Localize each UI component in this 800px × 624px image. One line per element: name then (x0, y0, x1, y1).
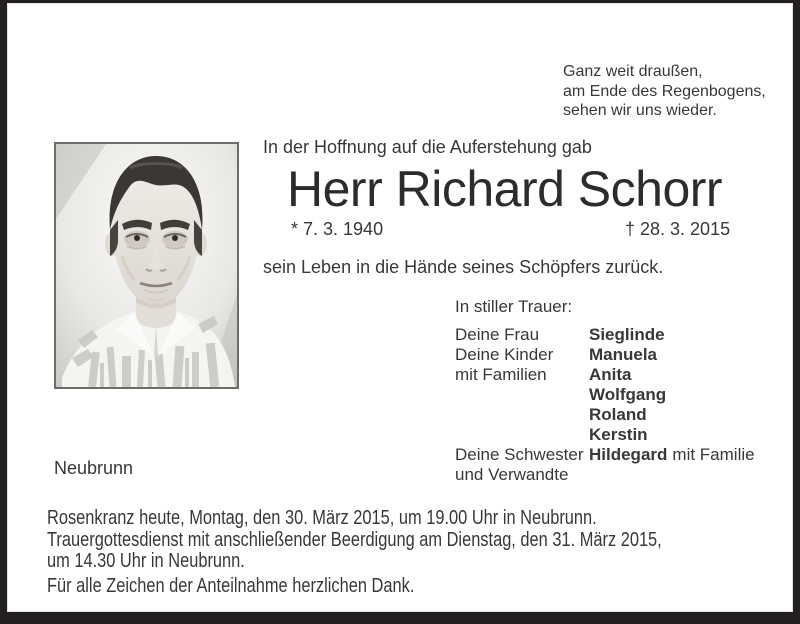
relatives-line: und Verwandte (455, 465, 569, 484)
mourner-label (455, 385, 589, 405)
mourner-row (455, 365, 755, 385)
sister-line (455, 445, 755, 465)
birth-date: * 7. 3. 1940 (291, 219, 384, 239)
obituary-page (7, 3, 793, 612)
thanks-line: Für alle Zeichen der Anteilnahme herzlichen Dank. (47, 574, 415, 597)
portrait-photo (54, 142, 239, 389)
mourner-name: Kerstin (589, 425, 648, 444)
sister-name: Hildegard (589, 445, 668, 464)
mourner-name: Sieglinde (589, 325, 665, 344)
portrait-photo-graphic (56, 144, 237, 387)
mourner-row (455, 425, 755, 445)
quote-line: am Ende des Regenbogens, (563, 82, 766, 100)
place-name: Neubrunn (54, 458, 134, 478)
mourner-label: Deine Frau (455, 325, 540, 344)
mourner-row (455, 405, 755, 425)
mourning-heading: In stiller Trauer: (455, 297, 573, 316)
sister-suffix: mit Familie (672, 445, 755, 464)
service-info-line: Rosenkranz heute, Montag, den 30. März 2015, um 19.00 Uhr in Neubrunn. (47, 507, 597, 529)
sister-label: Deine Schwester (455, 445, 584, 464)
quote-line: Ganz weit draußen, (563, 63, 703, 80)
mourner-name: Roland (589, 405, 647, 424)
mourner-row (455, 385, 755, 405)
mourner-row (455, 325, 755, 345)
mourner-name: Wolfgang (589, 385, 667, 404)
intro-line: In der Hoffnung auf die Auferstehung gab (263, 137, 592, 157)
mourner-name: Anita (589, 365, 632, 384)
closing-line: sein Leben in die Hände seines Schöpfers zurück. (263, 257, 664, 277)
quote-line: sehen wir uns wieder. (563, 102, 717, 119)
mourning-block (455, 297, 755, 485)
mourner-label: Deine Kinder (455, 345, 554, 364)
death-date: † 28. 3. 2015 (625, 219, 731, 239)
deceased-name: Herr Richard Schorr (287, 161, 723, 217)
service-info-line: um 14.30 Uhr in Neubrunn. (47, 550, 245, 572)
mourner-label (455, 425, 589, 445)
mourner-label: mit Familien (455, 365, 547, 384)
mourner-row (455, 345, 755, 365)
service-info (47, 508, 797, 597)
mourner-label (455, 405, 589, 425)
service-info-line: Trauergottesdienst mit anschließender Beerdigung am Dienstag, den 31. März 2015, (47, 528, 662, 551)
memorial-quote (563, 62, 766, 121)
mourner-name: Manuela (589, 345, 658, 364)
